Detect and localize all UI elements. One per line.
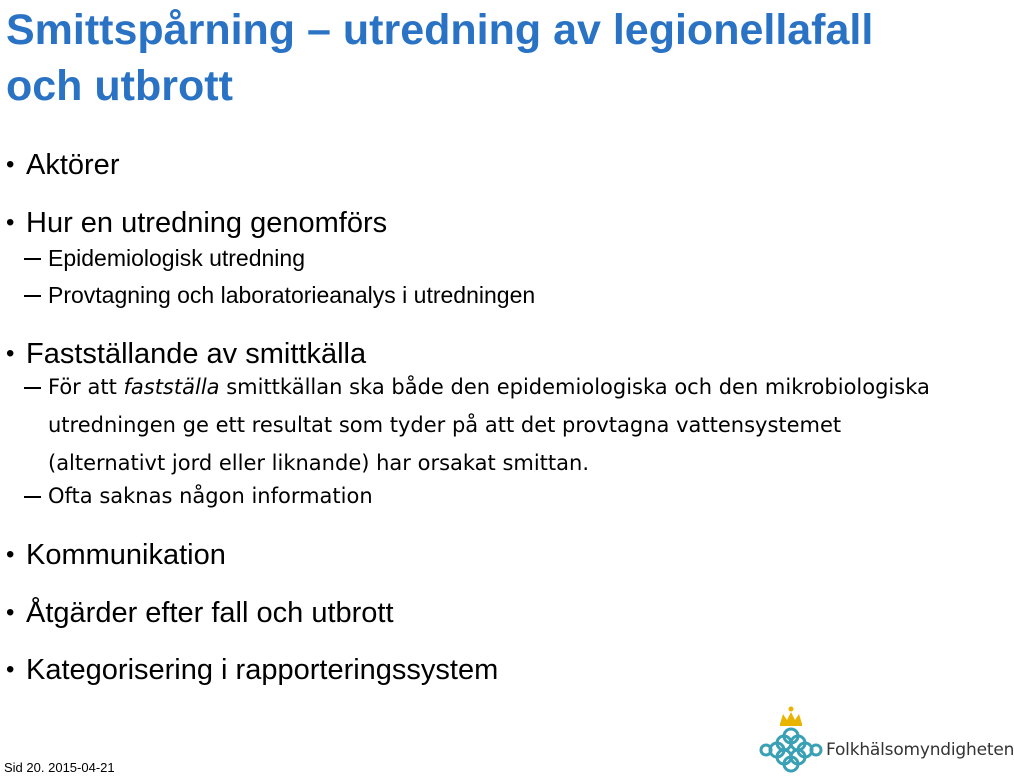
bullet-text: Fastställande av smittkälla xyxy=(26,338,367,370)
dash-icon xyxy=(24,295,41,297)
para-text-pre: För att xyxy=(48,375,124,399)
bullet-dot-icon: • xyxy=(6,656,15,683)
para-text-post: smittkällan ska både den epidemiologiska och den mikrobiologiska utredningen ge ett resultat som tyder på att det provtagna vattensystemet (alternativt jord eller liknande) har orsakat smittan. xyxy=(48,375,930,475)
para-text: Ofta saknas någon information xyxy=(48,484,373,508)
para-text-emphasis: fastställa xyxy=(123,375,220,399)
bullet-text: Åtgärder efter fall och utbrott xyxy=(26,597,394,629)
bullet-dot-icon: • xyxy=(6,209,15,236)
bullet-dot-icon: • xyxy=(6,541,15,568)
bullet-text: Hur en utredning genomförs xyxy=(26,207,388,239)
sub-text: Epidemiologisk utredning xyxy=(48,245,305,271)
sub-ofta-saknas xyxy=(48,477,948,515)
dash-icon xyxy=(24,387,41,389)
page-title: Smittspårning – utredning av legionellafall och utbrott xyxy=(6,6,874,110)
bullet-text: Kategorisering i rapporteringssystem xyxy=(26,654,499,686)
sub-faststalla-paragraph xyxy=(48,368,948,482)
dash-icon xyxy=(24,496,41,498)
bullet-dot-icon: • xyxy=(6,151,15,178)
sub-text: Provtagning och laboratorieanalys i utredningen xyxy=(48,282,536,308)
page-number: Sid 20. xyxy=(4,760,45,775)
dash-icon xyxy=(24,258,41,260)
bullet-dot-icon: • xyxy=(6,340,15,367)
footer xyxy=(4,760,115,775)
crown-knot-logo-icon xyxy=(761,707,821,772)
logo-text: Folkhälsomyndigheten xyxy=(826,740,1014,760)
bullet-dot-icon: • xyxy=(6,599,15,626)
footer-date: 2015-04-21 xyxy=(48,760,115,775)
bullet-text: Aktörer xyxy=(26,149,120,181)
bullet-text: Kommunikation xyxy=(26,539,226,571)
